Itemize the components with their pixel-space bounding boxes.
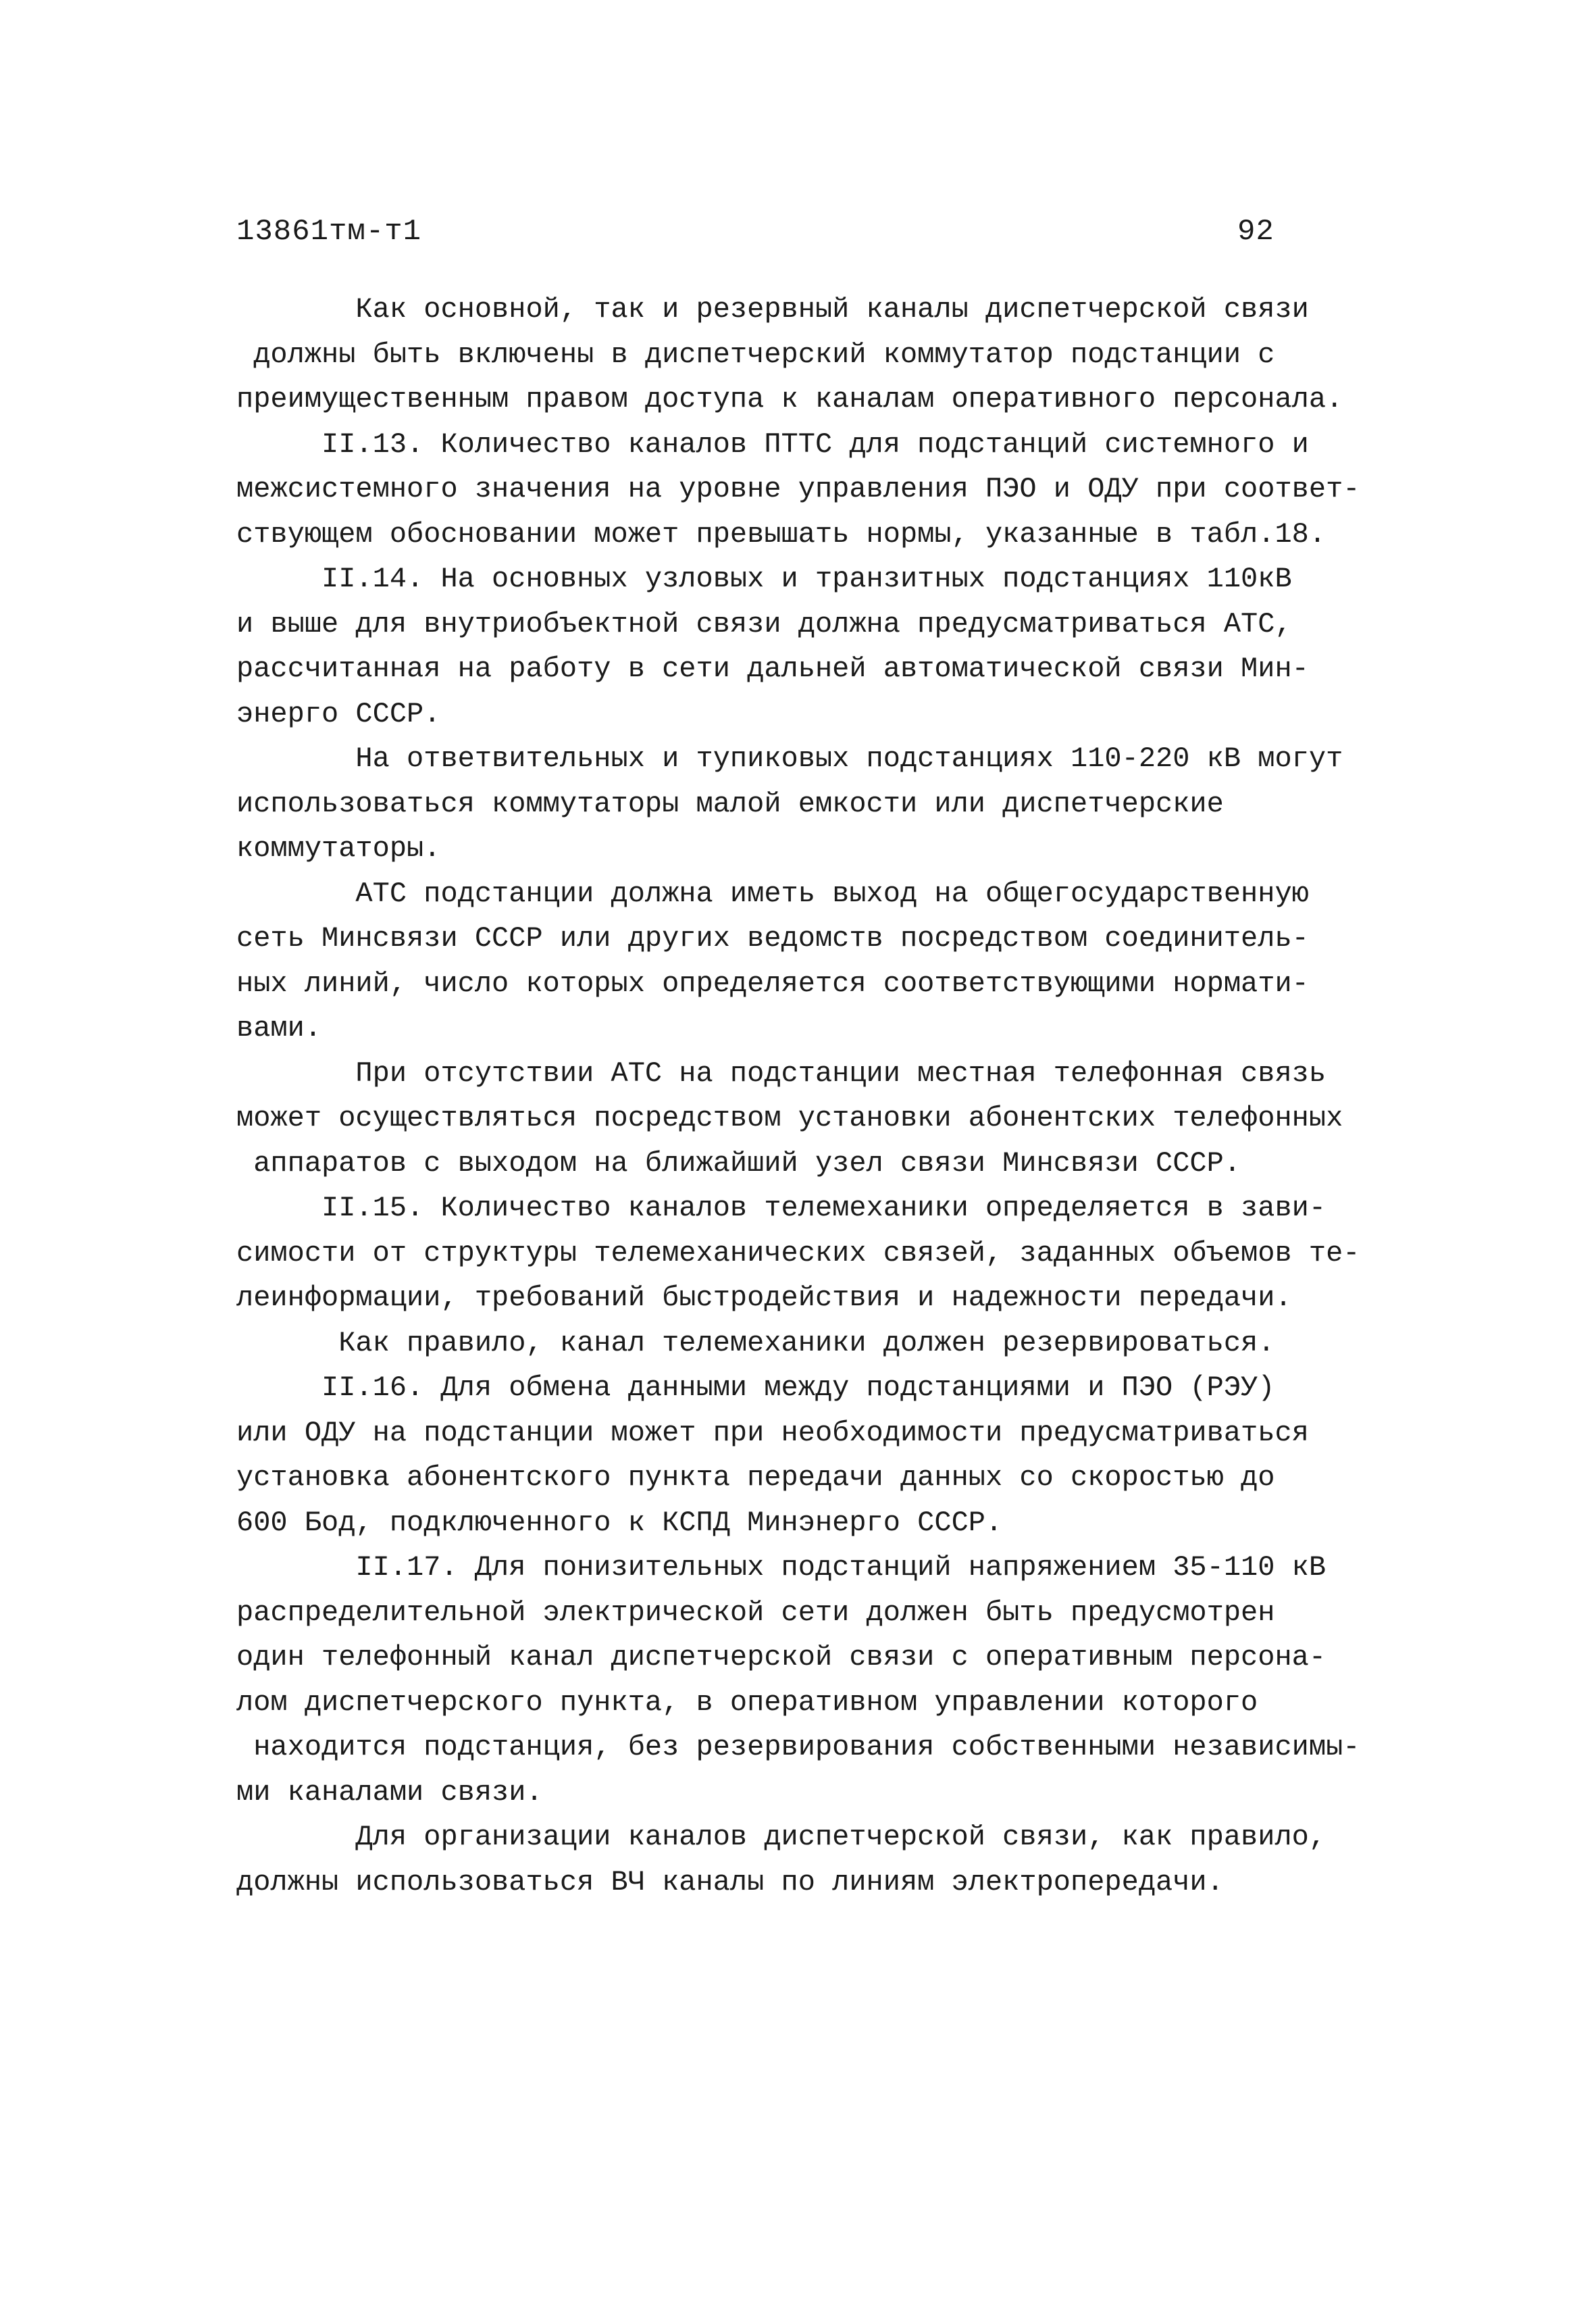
text-line: II.13. Количество каналов ПТТС для подстанций системного и — [236, 428, 1309, 461]
text-line: установка абонентского пункта передачи данных со скоростью до — [236, 1461, 1275, 1494]
text-line: 600 Бод, подключенного к КСПД Минэнерго СССР. — [236, 1506, 1003, 1539]
text-line: рассчитанная на работу в сети дальней автоматической связи Мин- — [236, 653, 1309, 685]
text-line: Как основной, так и резервный каналы диспетчерской связи — [236, 293, 1309, 326]
text-line: II.14. На основных узловых и транзитных подстанциях 110кВ — [236, 563, 1292, 595]
text-line: На ответвительных и тупиковых подстанциях 110-220 кВ могут — [236, 743, 1343, 775]
text-line: АТС подстанции должна иметь выход на общегосударственную — [236, 877, 1309, 910]
text-line: должны использоваться ВЧ каналы по линиям электропередачи. — [236, 1865, 1224, 1898]
text-line: При отсутствии АТС на подстанции местная телефонная связь — [236, 1057, 1327, 1090]
text-line: или ОДУ на подстанции может при необходимости предусматриваться — [236, 1416, 1309, 1449]
text-line: ствующем обосновании может превышать нормы, указанные в табл.18. — [236, 518, 1327, 551]
text-line: распределительной электрической сети должен быть предусмотрен — [236, 1596, 1275, 1629]
text-line: один телефонный канал диспетчерской связи с оперативным персона- — [236, 1641, 1327, 1674]
text-line: леинформации, требований быстродействия и надежности передачи. — [236, 1282, 1292, 1314]
text-line: находится подстанция, без резервирования собственными независимы- — [236, 1731, 1360, 1763]
text-line: может осуществляться посредством установки абонентских телефонных — [236, 1102, 1343, 1134]
text-line: преимущественным правом доступа к каналам оперативного персонала. — [236, 383, 1343, 416]
text-line: Для организации каналов диспетчерской связи, как правило, — [236, 1821, 1327, 1853]
text-line: использоваться коммутаторы малой емкости или диспетчерские — [236, 787, 1224, 820]
text-line: должны быть включены в диспетчерский коммутатор подстанции с — [236, 338, 1275, 371]
text-line: II.15. Количество каналов телемеханики определяется в зави- — [236, 1192, 1327, 1224]
document-body — [236, 287, 1452, 1905]
text-line: и выше для внутриобъектной связи должна предусматриваться АТС, — [236, 607, 1292, 640]
text-line: ных линий, число которых определяется соответствующими нормати- — [236, 967, 1309, 1000]
document-code: 13861тм-т1 — [236, 215, 422, 249]
text-line: II.16. Для обмена данными между подстанциями и ПЭО (РЭУ) — [236, 1372, 1275, 1404]
text-line: лом диспетчерского пункта, в оперативном управлении которого — [236, 1686, 1258, 1719]
text-line: энерго СССР. — [236, 697, 441, 730]
text-line: аппаратов с выходом на ближайший узел связи Минсвязи СССР. — [236, 1147, 1241, 1180]
text-line: ми каналами связи. — [236, 1776, 543, 1809]
text-line: коммутаторы. — [236, 832, 441, 865]
text-line: вами. — [236, 1012, 322, 1045]
text-line: межсистемного значения на уровне управления ПЭО и ОДУ при соответ- — [236, 473, 1360, 505]
text-line: сеть Минсвязи СССР или других ведомств посредством соединитель- — [236, 922, 1309, 955]
text-line: II.17. Для понизительных подстанций напряжением 35-110 кВ — [236, 1551, 1327, 1584]
text-line: Как правило, канал телемеханики должен резервироваться. — [236, 1326, 1275, 1359]
page-number: 92 — [1237, 215, 1275, 249]
text-line: симости от структуры телемеханических связей, заданных объемов те- — [236, 1236, 1360, 1269]
